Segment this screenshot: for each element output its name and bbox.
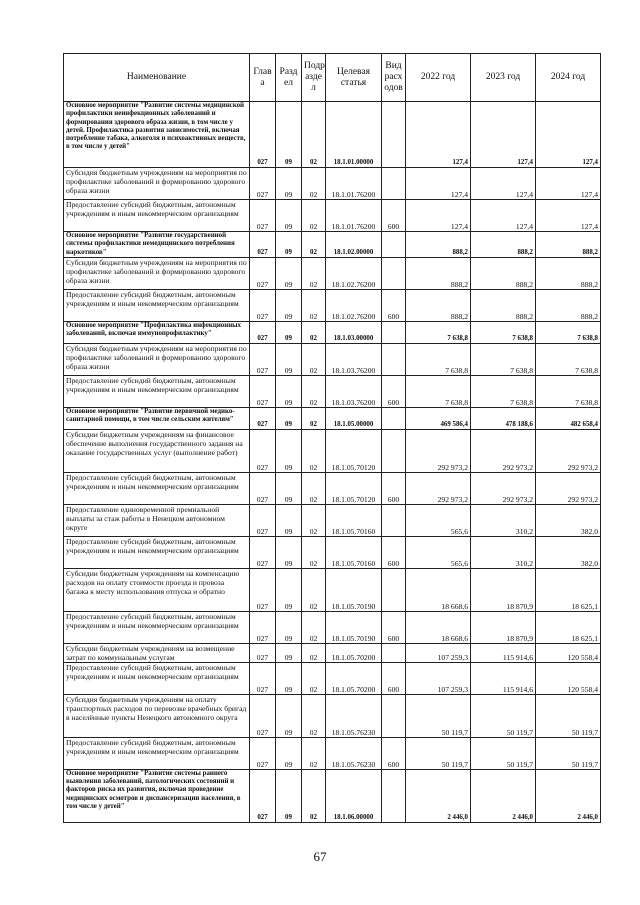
- cell-podrazdel: 02: [302, 257, 326, 289]
- cell-glava: 027: [250, 289, 276, 321]
- cell-y2024: 7 638,8: [536, 343, 601, 375]
- table-row: [64, 769, 601, 822]
- cell-y2024: 382,0: [536, 504, 601, 536]
- cell-y2024: 18 625,1: [536, 611, 601, 643]
- cell-podrazdel: 02: [302, 643, 326, 662]
- cell-glava: 027: [250, 375, 276, 407]
- cell-name: Основное мероприятие "Развитие системы медицинской профилактики неинфекционных заболеваний и формирования здорового образа жизни, в том числе у детей. Профилактика развития зависимостей, включая потребление табака, алкоголя и психоактивных веществ, в том числе у детей": [64, 102, 250, 168]
- cell-target: 18.1.05.76230: [326, 737, 382, 769]
- cell-glava: 027: [250, 232, 276, 258]
- table-row: [64, 662, 601, 694]
- cell-name: Предоставление субсидий бюджетным, автономным учреждениям и иным некоммерческим организациям: [64, 472, 250, 504]
- cell-glava: 027: [250, 611, 276, 643]
- cell-vid: [382, 168, 406, 200]
- cell-razdel: 09: [276, 504, 302, 536]
- cell-vid: [382, 102, 406, 168]
- cell-y2024: 18 625,1: [536, 568, 601, 611]
- cell-y2024: 127,4: [536, 200, 601, 232]
- cell-glava: 027: [250, 472, 276, 504]
- cell-y2024: 888,2: [536, 232, 601, 258]
- table-body: [64, 102, 601, 823]
- cell-podrazdel: 02: [302, 407, 326, 429]
- cell-target: 18.1.02.00000: [326, 232, 382, 258]
- cell-y2022: 107 259,3: [406, 643, 471, 662]
- cell-podrazdel: 02: [302, 737, 326, 769]
- cell-razdel: 09: [276, 232, 302, 258]
- cell-razdel: 09: [276, 289, 302, 321]
- cell-name: Субсидии бюджетным учреждениям на возмещение затрат по коммунальным услугам: [64, 643, 250, 662]
- cell-target: 18.1.05.70190: [326, 611, 382, 643]
- cell-name: Субсидия бюджетным учреждениям на оплату транспортных расходов по перевозке врачебных бригад в населённые пункты Ненецкого автономного округа: [64, 694, 250, 737]
- cell-glava: 027: [250, 321, 276, 343]
- header-glava: Глав а: [250, 54, 276, 102]
- cell-y2024: 120 558,4: [536, 643, 601, 662]
- cell-y2023: 2 446,0: [471, 769, 536, 822]
- cell-y2023: 888,2: [471, 257, 536, 289]
- cell-glava: 027: [250, 200, 276, 232]
- cell-podrazdel: 02: [302, 568, 326, 611]
- cell-y2022: 888,2: [406, 289, 471, 321]
- table-row: [64, 694, 601, 737]
- cell-glava: 027: [250, 568, 276, 611]
- cell-target: 18.1.05.70120: [326, 472, 382, 504]
- cell-y2023: 18 870,9: [471, 568, 536, 611]
- cell-name: Субсидии бюджетным учреждениям на финансовое обеспечение выполнения государственного задания на оказание государственных услуг (выполнение работ): [64, 429, 250, 472]
- cell-podrazdel: 02: [302, 662, 326, 694]
- cell-y2024: 7 638,8: [536, 321, 601, 343]
- cell-y2024: 382,0: [536, 536, 601, 568]
- cell-glava: 027: [250, 168, 276, 200]
- cell-y2022: 50 119,7: [406, 694, 471, 737]
- cell-y2024: 888,2: [536, 289, 601, 321]
- cell-y2023: 7 638,8: [471, 343, 536, 375]
- table-row: [64, 289, 601, 321]
- table-row: [64, 102, 601, 168]
- header-2022: 2022 год: [406, 54, 471, 102]
- cell-podrazdel: 02: [302, 289, 326, 321]
- cell-name: Основное мероприятие "Развитие первичной медико-санитарной помощи, в том числе сельским жителям": [64, 407, 250, 429]
- cell-podrazdel: 02: [302, 694, 326, 737]
- cell-name: Основное мероприятие "Профилактика инфекционных заболеваний, включая иммунопрофилактику": [64, 321, 250, 343]
- cell-razdel: 09: [276, 375, 302, 407]
- header-2024: 2024 год: [536, 54, 601, 102]
- cell-y2024: 888,2: [536, 257, 601, 289]
- cell-target: 18.1.01.76200: [326, 200, 382, 232]
- cell-y2024: 127,4: [536, 102, 601, 168]
- table-row: [64, 643, 601, 662]
- cell-razdel: 09: [276, 407, 302, 429]
- cell-glava: 027: [250, 102, 276, 168]
- cell-glava: 027: [250, 429, 276, 472]
- cell-y2022: 7 638,8: [406, 375, 471, 407]
- cell-name: Предоставление субсидий бюджетным, автономным учреждениям и иным некоммерческим организациям: [64, 737, 250, 769]
- cell-podrazdel: 02: [302, 536, 326, 568]
- cell-vid: 600: [382, 611, 406, 643]
- cell-razdel: 09: [276, 611, 302, 643]
- cell-podrazdel: 02: [302, 611, 326, 643]
- cell-y2024: 120 558,4: [536, 662, 601, 694]
- cell-name: Предоставление субсидий бюджетным, автономным учреждениям и иным некоммерческим организациям: [64, 375, 250, 407]
- cell-razdel: 09: [276, 321, 302, 343]
- table-row: [64, 536, 601, 568]
- table-row: [64, 257, 601, 289]
- cell-vid: [382, 504, 406, 536]
- cell-y2023: 292 973,2: [471, 472, 536, 504]
- cell-razdel: 09: [276, 168, 302, 200]
- cell-razdel: 09: [276, 472, 302, 504]
- cell-name: Субсидия бюджетным учреждениям на мероприятия по профилактике заболеваний и формированию здорового образа жизни: [64, 257, 250, 289]
- cell-glava: 027: [250, 257, 276, 289]
- cell-razdel: 09: [276, 694, 302, 737]
- cell-y2022: 888,2: [406, 257, 471, 289]
- cell-target: 18.1.05.70160: [326, 536, 382, 568]
- cell-name: Субсидии бюджетным учреждениям на компенсацию расходов на оплату стоимости проезда и провоза багажа к месту использования отпуска и обратно: [64, 568, 250, 611]
- cell-y2024: 7 638,8: [536, 375, 601, 407]
- cell-name: Субсидия бюджетным учреждениям на мероприятия по профилактике заболеваний и формированию здорового образа жизни: [64, 168, 250, 200]
- cell-y2022: 127,4: [406, 200, 471, 232]
- cell-target: 18.1.05.70200: [326, 662, 382, 694]
- cell-target: 18.1.05.76230: [326, 694, 382, 737]
- cell-glava: 027: [250, 536, 276, 568]
- cell-name: Предоставление субсидий бюджетным, автономным учреждениям и иным некоммерческим организациям: [64, 662, 250, 694]
- page-number: 67: [313, 849, 327, 864]
- table-row: [64, 232, 601, 258]
- cell-podrazdel: 02: [302, 375, 326, 407]
- cell-y2022: 7 638,8: [406, 343, 471, 375]
- cell-y2023: 127,4: [471, 168, 536, 200]
- header-2023: 2023 год: [471, 54, 536, 102]
- table-row: [64, 504, 601, 536]
- header-target: Целевая статья: [326, 54, 382, 102]
- cell-y2022: 50 119,7: [406, 737, 471, 769]
- cell-y2024: 2 446,0: [536, 769, 601, 822]
- header-vid: Вид расх одов: [382, 54, 406, 102]
- cell-vid: [382, 407, 406, 429]
- cell-razdel: 09: [276, 257, 302, 289]
- cell-target: 18.1.02.76200: [326, 257, 382, 289]
- cell-vid: 600: [382, 472, 406, 504]
- cell-y2023: 292 973,2: [471, 429, 536, 472]
- cell-y2023: 7 638,8: [471, 321, 536, 343]
- cell-target: 18.1.03.76200: [326, 375, 382, 407]
- cell-vid: [382, 343, 406, 375]
- table-row: [64, 737, 601, 769]
- cell-y2022: 292 973,2: [406, 429, 471, 472]
- cell-razdel: 09: [276, 200, 302, 232]
- cell-y2022: 888,2: [406, 232, 471, 258]
- cell-name: Предоставление субсидий бюджетным, автономным учреждениям и иным некоммерческим организациям: [64, 611, 250, 643]
- cell-y2024: 292 973,2: [536, 472, 601, 504]
- cell-vid: [382, 232, 406, 258]
- cell-vid: [382, 769, 406, 822]
- cell-y2022: 292 973,2: [406, 472, 471, 504]
- cell-glava: 027: [250, 343, 276, 375]
- table-row: [64, 168, 601, 200]
- cell-y2023: 50 119,7: [471, 694, 536, 737]
- cell-vid: [382, 643, 406, 662]
- cell-razdel: 09: [276, 737, 302, 769]
- cell-vid: [382, 568, 406, 611]
- cell-vid: [382, 429, 406, 472]
- cell-y2022: 127,4: [406, 168, 471, 200]
- cell-podrazdel: 02: [302, 232, 326, 258]
- cell-y2023: 115 914,6: [471, 662, 536, 694]
- cell-razdel: 09: [276, 102, 302, 168]
- cell-podrazdel: 02: [302, 343, 326, 375]
- cell-podrazdel: 02: [302, 769, 326, 822]
- cell-target: 18.1.05.70190: [326, 568, 382, 611]
- cell-razdel: 09: [276, 536, 302, 568]
- cell-glava: 027: [250, 694, 276, 737]
- cell-podrazdel: 02: [302, 504, 326, 536]
- table-row: [64, 321, 601, 343]
- cell-y2023: 50 119,7: [471, 737, 536, 769]
- table-row: [64, 429, 601, 472]
- cell-name: Предоставление субсидий бюджетным, автономным учреждениям и иным некоммерческим организациям: [64, 289, 250, 321]
- cell-y2022: 2 446,0: [406, 769, 471, 822]
- cell-y2023: 18 870,9: [471, 611, 536, 643]
- cell-vid: 600: [382, 737, 406, 769]
- table-row: [64, 375, 601, 407]
- cell-podrazdel: 02: [302, 429, 326, 472]
- cell-podrazdel: 02: [302, 200, 326, 232]
- cell-glava: 027: [250, 504, 276, 536]
- cell-target: 18.1.01.00000: [326, 102, 382, 168]
- budget-table: [63, 53, 601, 823]
- cell-name: Субсидия бюджетным учреждениям на мероприятия по профилактике заболеваний и формированию здорового образа жизни: [64, 343, 250, 375]
- cell-vid: [382, 257, 406, 289]
- cell-target: 18.1.06.00000: [326, 769, 382, 822]
- cell-target: 18.1.03.76200: [326, 343, 382, 375]
- cell-y2022: 565,6: [406, 536, 471, 568]
- cell-y2024: 50 119,7: [536, 737, 601, 769]
- cell-vid: [382, 321, 406, 343]
- cell-glava: 027: [250, 662, 276, 694]
- cell-razdel: 09: [276, 643, 302, 662]
- table-row: [64, 343, 601, 375]
- cell-y2023: 888,2: [471, 232, 536, 258]
- cell-razdel: 09: [276, 429, 302, 472]
- cell-y2022: 127,4: [406, 102, 471, 168]
- cell-vid: 600: [382, 536, 406, 568]
- cell-y2022: 7 638,8: [406, 321, 471, 343]
- cell-y2022: 107 259,3: [406, 662, 471, 694]
- cell-target: 18.1.05.00000: [326, 407, 382, 429]
- cell-y2023: 310,2: [471, 536, 536, 568]
- header-podrazdel: Подр азде л: [302, 54, 326, 102]
- cell-glava: 027: [250, 769, 276, 822]
- cell-vid: 600: [382, 289, 406, 321]
- cell-glava: 027: [250, 407, 276, 429]
- cell-y2022: 469 586,4: [406, 407, 471, 429]
- cell-podrazdel: 02: [302, 102, 326, 168]
- cell-vid: 600: [382, 375, 406, 407]
- cell-name: Предоставление субсидий бюджетным, автономным учреждениям и иным некоммерческим организациям: [64, 536, 250, 568]
- cell-target: 18.1.03.00000: [326, 321, 382, 343]
- cell-razdel: 09: [276, 769, 302, 822]
- cell-razdel: 09: [276, 568, 302, 611]
- table-row: [64, 407, 601, 429]
- cell-name: Предоставление субсидий бюджетным, автономным учреждениям и иным некоммерческим организациям: [64, 200, 250, 232]
- cell-y2022: 18 668,6: [406, 568, 471, 611]
- cell-y2023: 127,4: [471, 200, 536, 232]
- cell-razdel: 09: [276, 343, 302, 375]
- cell-y2024: 127,4: [536, 168, 601, 200]
- header-razdel: Разд ел: [276, 54, 302, 102]
- cell-podrazdel: 02: [302, 168, 326, 200]
- cell-y2023: 127,4: [471, 102, 536, 168]
- table-row: [64, 472, 601, 504]
- cell-target: 18.1.01.76200: [326, 168, 382, 200]
- cell-y2023: 888,2: [471, 289, 536, 321]
- cell-vid: [382, 694, 406, 737]
- cell-glava: 027: [250, 737, 276, 769]
- cell-y2024: 482 658,4: [536, 407, 601, 429]
- cell-y2023: 478 188,6: [471, 407, 536, 429]
- cell-y2023: 310,2: [471, 504, 536, 536]
- cell-name: Основное мероприятие "Развитие государственной системы профилактики немедицинского потребления наркотиков": [64, 232, 250, 258]
- cell-glava: 027: [250, 643, 276, 662]
- header-name: Наименование: [64, 54, 250, 102]
- cell-name: Предоставление единовременной премиальной выплаты за стаж работы в Ненецком автономном округе: [64, 504, 250, 536]
- cell-name: Основное мероприятие "Развитие системы раннего выявления заболеваний, патологических состояний и факторов риска их развития, включая проведение медицинских осмотров и диспансеризации населения, в том числе у детей": [64, 769, 250, 822]
- cell-y2022: 18 668,6: [406, 611, 471, 643]
- table-row: [64, 568, 601, 611]
- cell-target: 18.1.02.76200: [326, 289, 382, 321]
- cell-y2023: 7 638,8: [471, 375, 536, 407]
- cell-y2024: 292 973,2: [536, 429, 601, 472]
- table-header-row: [64, 54, 601, 102]
- cell-target: 18.1.05.70200: [326, 643, 382, 662]
- cell-razdel: 09: [276, 662, 302, 694]
- cell-y2023: 115 914,6: [471, 643, 536, 662]
- cell-y2024: 50 119,7: [536, 694, 601, 737]
- cell-target: 18.1.05.70160: [326, 504, 382, 536]
- cell-vid: 600: [382, 200, 406, 232]
- cell-y2022: 565,6: [406, 504, 471, 536]
- cell-podrazdel: 02: [302, 321, 326, 343]
- table-row: [64, 200, 601, 232]
- cell-target: 18.1.05.70120: [326, 429, 382, 472]
- table-row: [64, 611, 601, 643]
- cell-podrazdel: 02: [302, 472, 326, 504]
- cell-vid: 600: [382, 662, 406, 694]
